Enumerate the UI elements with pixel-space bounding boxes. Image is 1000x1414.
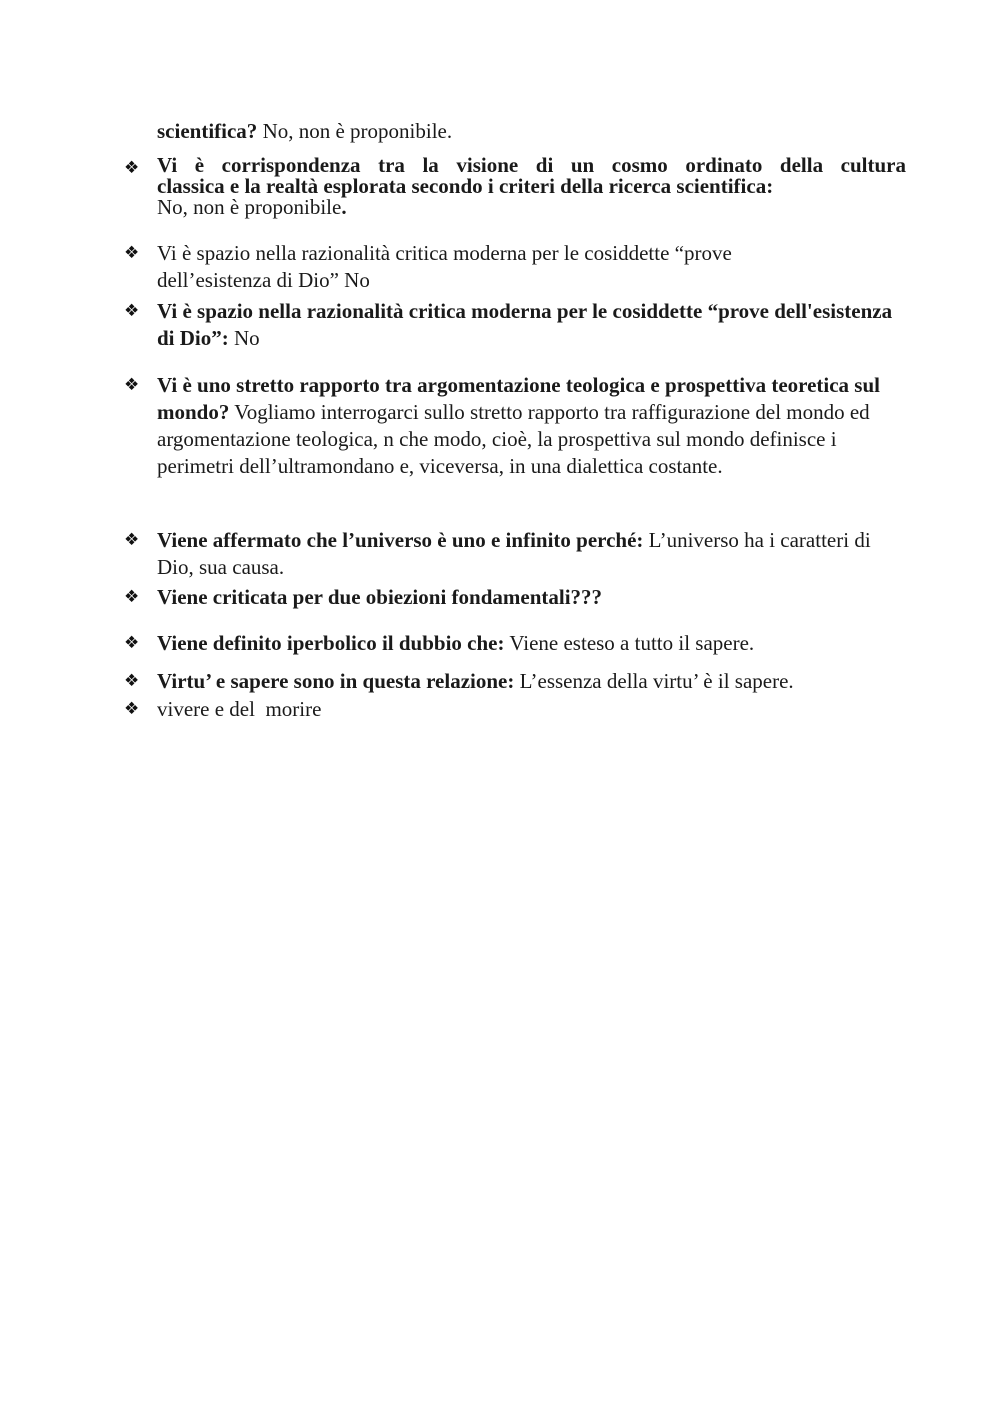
list-item xyxy=(124,372,894,480)
answer-text: L’essenza della virtu’ è il sapere. xyxy=(514,669,794,693)
answer-period: . xyxy=(341,195,347,219)
list-item xyxy=(124,584,906,611)
answer-text: Vogliamo interrogarci sullo stretto rapporto tra raffigurazione del mondo ed argomentazione teologica, n che modo, cioè, la prospettiva sul mondo definisce i perimetri dell’ultramondano e, viceversa, in una dialettica costante. xyxy=(157,400,870,478)
answer-text: No, non è proponibile xyxy=(157,195,342,219)
list-item xyxy=(124,155,906,218)
diamond-bullet-icon: ❖ xyxy=(124,587,140,607)
answer-text: No xyxy=(228,326,260,350)
answer-text: vivere e del morire xyxy=(157,697,322,721)
diamond-bullet-icon: ❖ xyxy=(124,671,140,691)
diamond-bullet-icon: ❖ xyxy=(124,243,140,263)
diamond-bullet-icon: ❖ xyxy=(124,633,140,653)
answer-text: Vi è spazio nella razionalità critica moderna per le cosiddette “prove dell’esistenza di Dio” No xyxy=(157,241,732,292)
answer-text: L’universo ha i caratteri di Dio, sua causa. xyxy=(157,528,871,579)
question-text: Viene definito iperbolico il dubbio che: xyxy=(157,631,505,655)
question-text: Virtu’ e sapere sono in questa relazione: xyxy=(157,669,515,693)
diamond-bullet-icon: ❖ xyxy=(124,158,140,178)
diamond-bullet-icon: ❖ xyxy=(124,375,140,395)
question-text: Viene criticata per due obiezioni fondamentali??? xyxy=(157,585,603,609)
diamond-bullet-icon: ❖ xyxy=(124,530,140,550)
answer-text: Viene esteso a tutto il sapere. xyxy=(504,631,755,655)
question-text: Vi è corrispondenza tra la visione di un cosmo ordinato della cultura xyxy=(157,153,906,177)
question-text: classica e la realtà esplorata secondo i criteri della ricerca scientifica: xyxy=(157,174,774,198)
diamond-bullet-icon: ❖ xyxy=(124,699,140,719)
list-item xyxy=(124,240,814,294)
diamond-bullet-icon: ❖ xyxy=(124,301,140,321)
list-item xyxy=(124,696,906,723)
continuation-line xyxy=(157,118,917,145)
list-item xyxy=(124,298,906,352)
list-item xyxy=(124,630,906,657)
question-text: Viene affermato che l’universo è uno e infinito perché: xyxy=(157,528,644,552)
list-item xyxy=(124,527,906,581)
question-text: Vi è spazio nella razionalità critica moderna per le cosiddette “prove dell'esistenza di Dio”: xyxy=(157,299,893,350)
question-text: Vi è uno stretto rapporto tra argomentazione teologica e prospettiva teoretica sul mondo? xyxy=(157,373,880,424)
question-text: scientifica? xyxy=(157,119,258,143)
list-item xyxy=(124,668,906,695)
answer-text: No, non è proponibile. xyxy=(257,119,453,143)
